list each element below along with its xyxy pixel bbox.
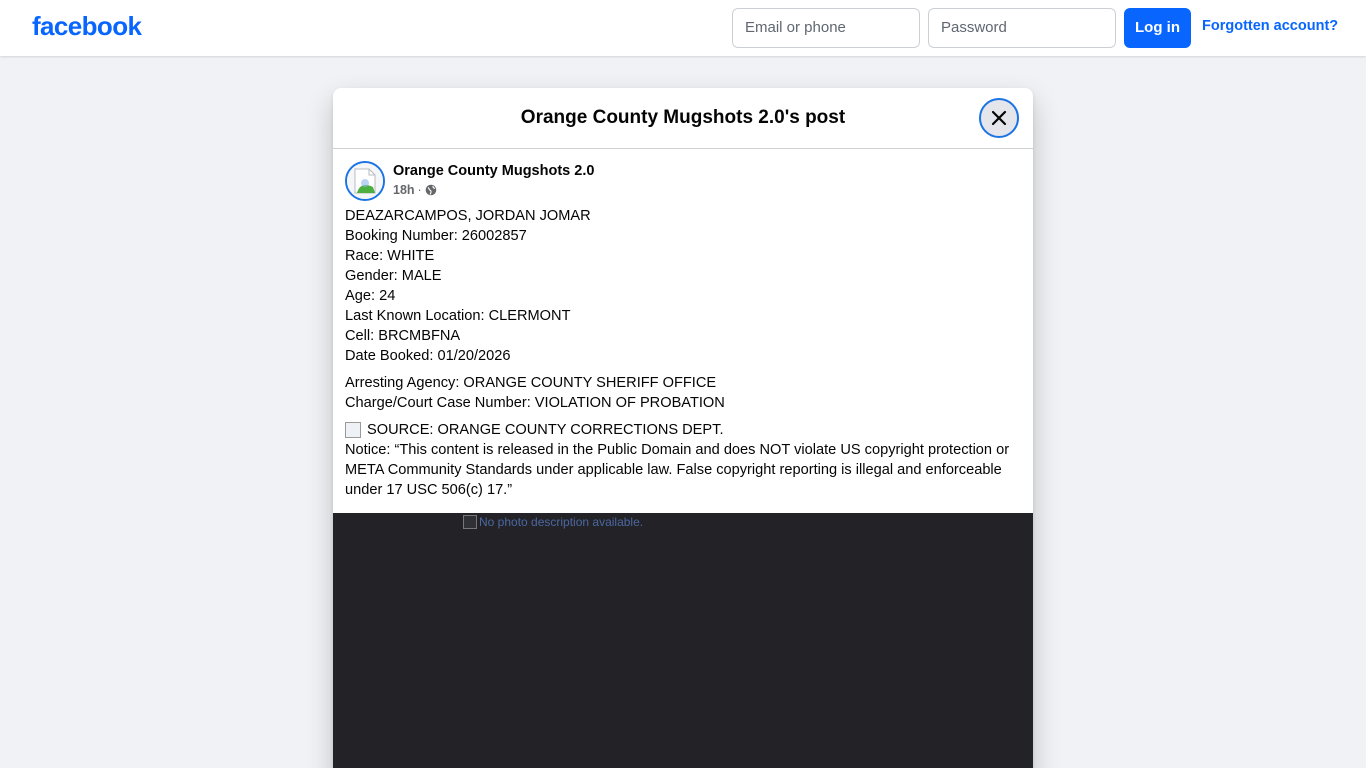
login-button[interactable]: Log in [1124,8,1191,48]
charge: Charge/Court Case Number: VIOLATION OF PROBATION [345,395,725,411]
last-known-location: Last Known Location: CLERMONT [345,308,571,324]
date-booked: Date Booked: 01/20/2026 [345,348,511,364]
source-line [345,420,1021,440]
gender: Gender: MALE [345,268,442,284]
close-button[interactable] [979,98,1019,138]
booking-number: Booking Number: 26002857 [345,228,527,244]
avatar[interactable] [345,161,385,201]
photo-alt-text [463,515,643,529]
cell: Cell: BRCMBFNA [345,328,461,344]
post-time[interactable]: 18h [393,183,415,197]
age: Age: 24 [345,288,396,304]
modal-title: Orange County Mugshots 2.0's post [520,107,846,128]
race: Race: WHITE [345,248,435,264]
source-text: SOURCE: ORANGE COUNTY CORRECTIONS DEPT. [367,422,724,438]
meta-separator: · [417,183,422,197]
broken-image-icon [463,515,477,529]
top-bar [0,0,1366,56]
post-photo[interactable] [333,513,1033,768]
globe-icon [425,184,437,196]
notice-text: Notice: “This content is released in the Public Domain and does NOT violate US copyright protection or META Community Standards under applicable law. False copyright reporting is illegal and enforceable under 17 USC 506(c) 17.” [345,442,1010,498]
post-body [345,206,1021,507]
close-icon [991,110,1007,126]
modal-header [333,88,1033,149]
booking-details [345,206,1021,366]
post-modal [333,88,1033,768]
broken-image-icon [347,163,383,199]
broken-image-icon [345,422,361,438]
charge-details [345,373,1021,413]
post-meta [393,183,437,197]
email-field[interactable]: Email or phone [732,8,920,48]
arresting-agency: Arresting Agency: ORANGE COUNTY SHERIFF OFFICE [345,375,717,391]
facebook-logo[interactable]: facebook [32,11,142,41]
photo-alt-label: No photo description available. [479,515,644,529]
password-field[interactable]: Password [928,8,1116,48]
post-author[interactable]: Orange County Mugshots 2.0 [393,163,595,179]
forgotten-account-link[interactable]: Forgotten account? [1202,18,1339,34]
inmate-name: DEAZARCAMPOS, JORDAN JOMAR [345,208,591,224]
source-notice [345,420,1021,500]
